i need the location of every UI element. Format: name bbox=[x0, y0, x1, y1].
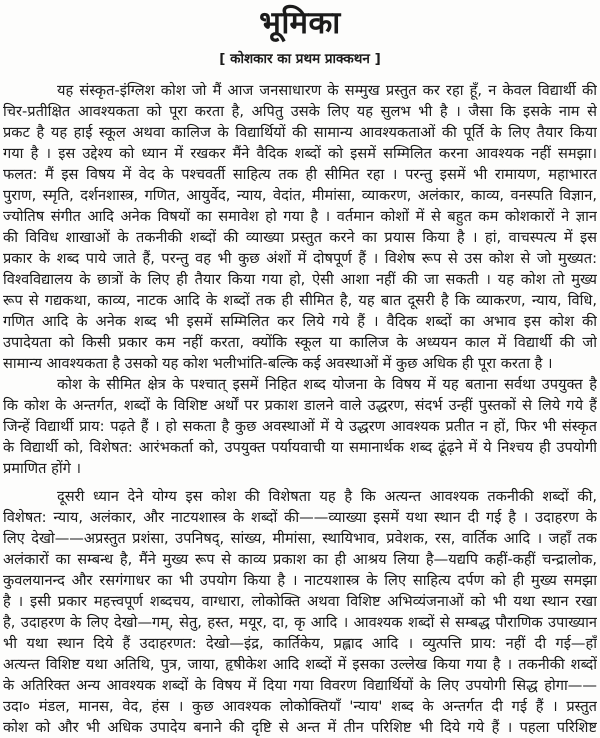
text-line: के विद्यार्थी को, विशेषत: आरंभकर्ता को, उपयुक्त पर्यायवाची या समानार्थक शब्द ढूंढ़ने में ये निश्चय ही उपयोगी bbox=[3, 439, 597, 456]
text-line: उदा० मंडल, मानस, वेद, हंस । कुछ आवश्यक लोकोक्तियाँ 'न्याय' शब्द के अन्तर्गत दी गई हैं । प्रस्तुत bbox=[3, 698, 597, 715]
text-line: कोश को और भी अधिक उपादेय बनाने की दृष्टि से अन्त में तीन परिशिष्ट भी दिये गये हैं । पहला परिशिष्ट bbox=[3, 719, 597, 736]
text-line: गया है । इस उद्देश्य को ध्यान में रखकर मैंने वैदिक शब्दों को इसमें सम्मिलित करना आवश्यक नहीं समझा। bbox=[3, 145, 597, 162]
text-line: विशेषत: न्याय, अलंकार, और नाटयशास्त्र के शब्दों की——व्याख्या इसमें यथा स्थान दी गई है । उदाहरण के bbox=[3, 509, 597, 526]
text-line: लिए देखो——अप्रस्तुत प्रशंसा, उपनिषद्, सांख्य, मीमांसा, स्थायिभाव, प्रवेशक, रस, वार्तिक आदि । जहाँ तक bbox=[3, 530, 597, 547]
text-line: प्रकट है यह हाई स्कूल अथवा कालिज के विद्यार्थियों की सामान्य आवश्यकताओं की पूर्ति के लिए तैयार किया bbox=[3, 124, 597, 141]
text-line: यह संस्कृत-इंग्लिश कोश जो मैं आज जनसाधारण के सम्मुख प्रस्तुत कर रहा हूँ, न केवल विद्यार्थी की bbox=[57, 82, 597, 99]
document-body bbox=[3, 80, 597, 738]
text-line: सामान्य आवश्यकता है उसको यह कोश भलीभांति-बल्कि कई अवस्थाओं में कुछ अधिक ही पूरा करता है । bbox=[3, 355, 553, 372]
text-line: कोश के सीमित क्षेत्र के पश्चात् इसमें निहित शब्द योजना के विषय में यह बताना सर्वथा उपयुक्त है bbox=[57, 376, 597, 393]
text-line: है । इसी प्रकार महत्त्वपूर्ण शब्दचय, वाग्धारा, लोकोक्ति अथवा विशिष्ट अभिव्यंजनाओं को भी यथा स्थान रखा bbox=[3, 593, 597, 610]
text-line: उपादेयता को किसी प्रकार कम नहीं करता, क्योंकि स्कूल या कालिज के अध्ययन काल में विद्यार्थी की जो bbox=[3, 334, 597, 351]
text-line: विश्वविद्यालय के छात्रों के लिए ही तैयार किया गया हो, ऐसी आशा नहीं की जा सकती । यह कोश तो मुख्य bbox=[3, 271, 597, 288]
text-line: की विविध शाखाओं के तकनीकी शब्दों की व्याख्या प्रस्तुत करने का प्रयास किया है । हां, वाचस्पत्य में इस bbox=[3, 229, 597, 246]
text-line: के अतिरिक्त अन्य आवश्यक शब्दों के विषय में दिया गया विवरण विद्यार्थियों के लिए उपयोगी सिद्ध होगा—— bbox=[3, 677, 597, 694]
page-title: भूमिका bbox=[259, 5, 341, 41]
text-line: फलत: मैं इस विषय में वेद के पश्चवर्ती साहित्य तक ही सीमित रहा । परन्तु इसमें भी रामायण, महाभारत bbox=[3, 166, 597, 183]
title-block bbox=[0, 0, 600, 67]
text-line: अलंकारों का सम्बन्ध है, मैंने मुख्य रूप से काव्य प्रकाश का ही आश्रय लिया है—यद्यपि कहीं-कहीं चन्द्रालोक, bbox=[3, 551, 597, 568]
text-line: चिर-प्रतीक्षित आवश्यकता को पूरा करता है, अपितु उसके लिए यह सुलभ भी है । जैसा कि इसके नाम से bbox=[3, 103, 597, 120]
text-line: प्रकार के शब्द पाये जाते हैं, परन्तु वह भी कुछ अंशों में दोषपूर्ण हैं । विशेष रूप से उस कोश से जो मुख्यत: bbox=[3, 250, 597, 267]
text-line: कुवलयानन्द और रसगंगाधर का भी उपयोग किया है । नाटयशास्त्र के लिए साहित्य दर्पण को ही मुख्य समझा bbox=[3, 572, 597, 589]
text-line: भी यथा स्थान दिये हैं उदाहरणत: देखो—इंद्र, कार्तिकेय, प्रह्लाद आदि । व्युत्पत्ति प्राय: नहीं दी गई—हाँ bbox=[3, 635, 597, 652]
text-line: अत्यन्त विशिष्ट यथा अतिथि, पुत्र, जाया, हृषीकेश आदि शब्दों में इसका उल्लेख किया गया है । तकनीकी शब्दों bbox=[3, 656, 597, 673]
text-line: गणित आदि के अनेक शब्द भी इसमें सम्मिलित कर लिये गये हैं । वैदिक शब्दों का अभाव इस कोश की bbox=[3, 313, 597, 330]
text-line: प्रमाणित होंगे । bbox=[3, 460, 82, 477]
text-line: दूसरी ध्यान देने योग्य इस कोश की विशेषता यह है कि अत्यन्त आवश्यक तकनीकी शब्दों की, bbox=[57, 488, 597, 505]
text-line: पुराण, स्मृति, दर्शनशास्त्र, गणित, आयुर्वेद, न्याय, वेदांत, मीमांसा, व्याकरण, अलंकार, काव्य, वनस्पति विज्ञान, bbox=[3, 187, 597, 204]
text-line: ज्योतिष संगीत आदि अनेक विषयों का समावेश हो गया है । वर्तमान कोशों में से बहुत कम कोशकारों ने ज्ञान bbox=[3, 208, 597, 225]
text-line: रूप से गद्यकथा, काव्य, नाटक आदि के शब्दों तक ही सीमित है, यह बात दूसरी है कि व्याकरण, न्याय, विधि, bbox=[3, 292, 597, 309]
text-line: जिन्हें विद्यार्थी प्राय: पढ़ते हैं । हो सकता है कुछ अवस्थाओं में ये उद्धरण आवश्यक प्रतीत न हों, फिर भी संस्कृत bbox=[3, 418, 597, 435]
text-line: कि कोश के अन्तर्गत, शब्दों के विशिष्ट अर्थों पर प्रकाश डालने वाले उद्धरण, संदर्भ उन्हीं पुस्तकों से लिये गये हैं bbox=[3, 397, 597, 414]
page-subtitle: [ कोशकार का प्रथम प्राक्कथन ] bbox=[219, 51, 381, 68]
text-line: है, उदाहरण के लिए देखो—गम्, सेतु, हस्त, मयूर, दा, कृ आदि । आवश्यक शब्दों से सम्बद्ध पौराणिक उपाख्यान bbox=[3, 614, 597, 631]
